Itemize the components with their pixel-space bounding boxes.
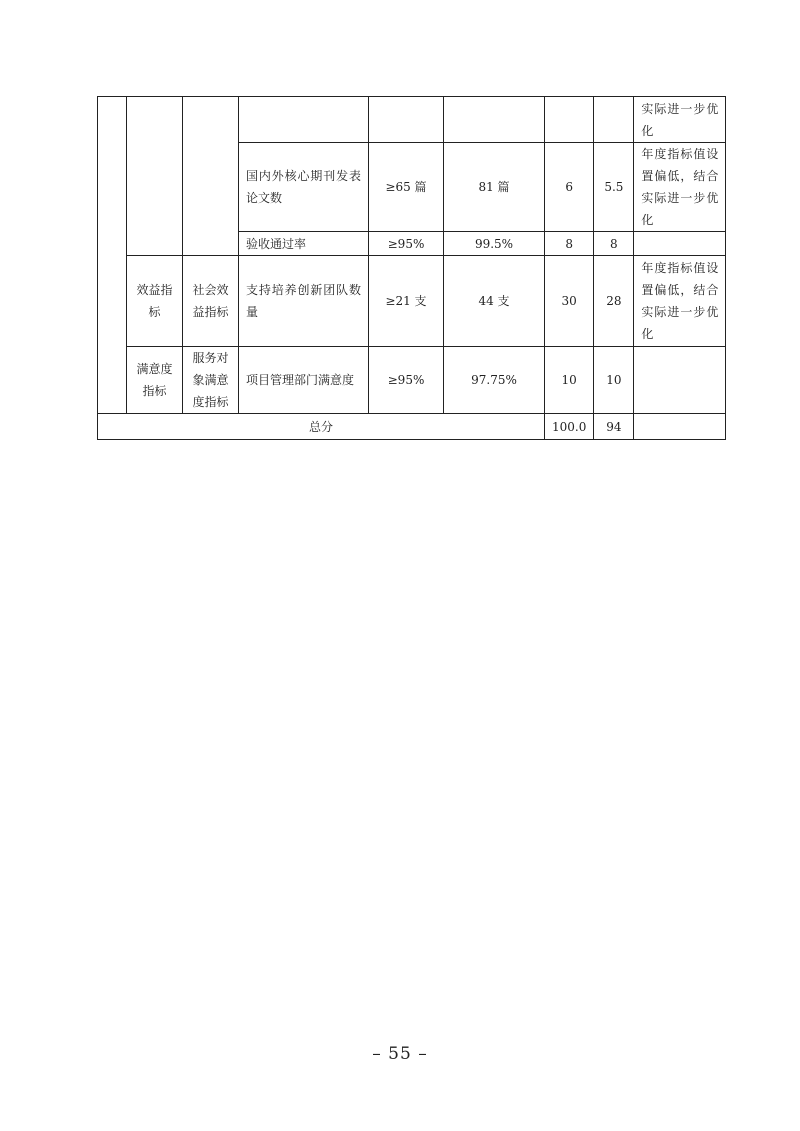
total-score: 94 (594, 414, 634, 440)
level1-cell (127, 97, 183, 256)
performance-table (97, 96, 726, 440)
level2-cell (183, 97, 239, 256)
total-row (98, 414, 726, 440)
total-remark (634, 414, 726, 440)
target-cell: ≥21 支 (369, 256, 444, 347)
score-cell: 10 (594, 347, 634, 414)
remark-cell: 年度指标值设置偏低，结合实际进一步优化 (634, 256, 726, 347)
indicator-cell (239, 97, 369, 143)
indicator-cell: 支持培养创新团队数量 (239, 256, 369, 347)
indicator-cell: 验收通过率 (239, 232, 369, 256)
weight-cell (545, 97, 594, 143)
remark-cell (634, 232, 726, 256)
score-cell: 28 (594, 256, 634, 347)
actual-cell: 44 支 (444, 256, 545, 347)
level2-cell: 社会效益指标 (183, 256, 239, 347)
remark-cell: 实际进一步优化 (634, 97, 726, 143)
table-row (98, 97, 726, 143)
indicator-cell: 项目管理部门满意度 (239, 347, 369, 414)
target-cell (369, 97, 444, 143)
level2-cell: 服务对象满意度指标 (183, 347, 239, 414)
target-cell: ≥65 篇 (369, 143, 444, 232)
page-number: – 55 – (372, 1044, 428, 1064)
weight-cell: 30 (545, 256, 594, 347)
remark-cell: 年度指标值设置偏低，结合实际进一步优化 (634, 143, 726, 232)
category-cell (98, 97, 127, 414)
weight-cell: 10 (545, 347, 594, 414)
total-weight: 100.0 (545, 414, 594, 440)
level1-cell: 效益指标 (127, 256, 183, 347)
remark-cell (634, 347, 726, 414)
indicator-cell: 国内外核心期刊发表论文数 (239, 143, 369, 232)
actual-cell: 99.5% (444, 232, 545, 256)
score-cell (594, 97, 634, 143)
weight-cell: 6 (545, 143, 594, 232)
weight-cell: 8 (545, 232, 594, 256)
score-cell: 5.5 (594, 143, 634, 232)
level1-cell: 满意度指标 (127, 347, 183, 414)
actual-cell: 81 篇 (444, 143, 545, 232)
total-label: 总分 (98, 414, 545, 440)
score-cell: 8 (594, 232, 634, 256)
actual-cell (444, 97, 545, 143)
target-cell: ≥95% (369, 232, 444, 256)
table-row (98, 347, 726, 414)
actual-cell: 97.75% (444, 347, 545, 414)
table-row (98, 256, 726, 347)
target-cell: ≥95% (369, 347, 444, 414)
